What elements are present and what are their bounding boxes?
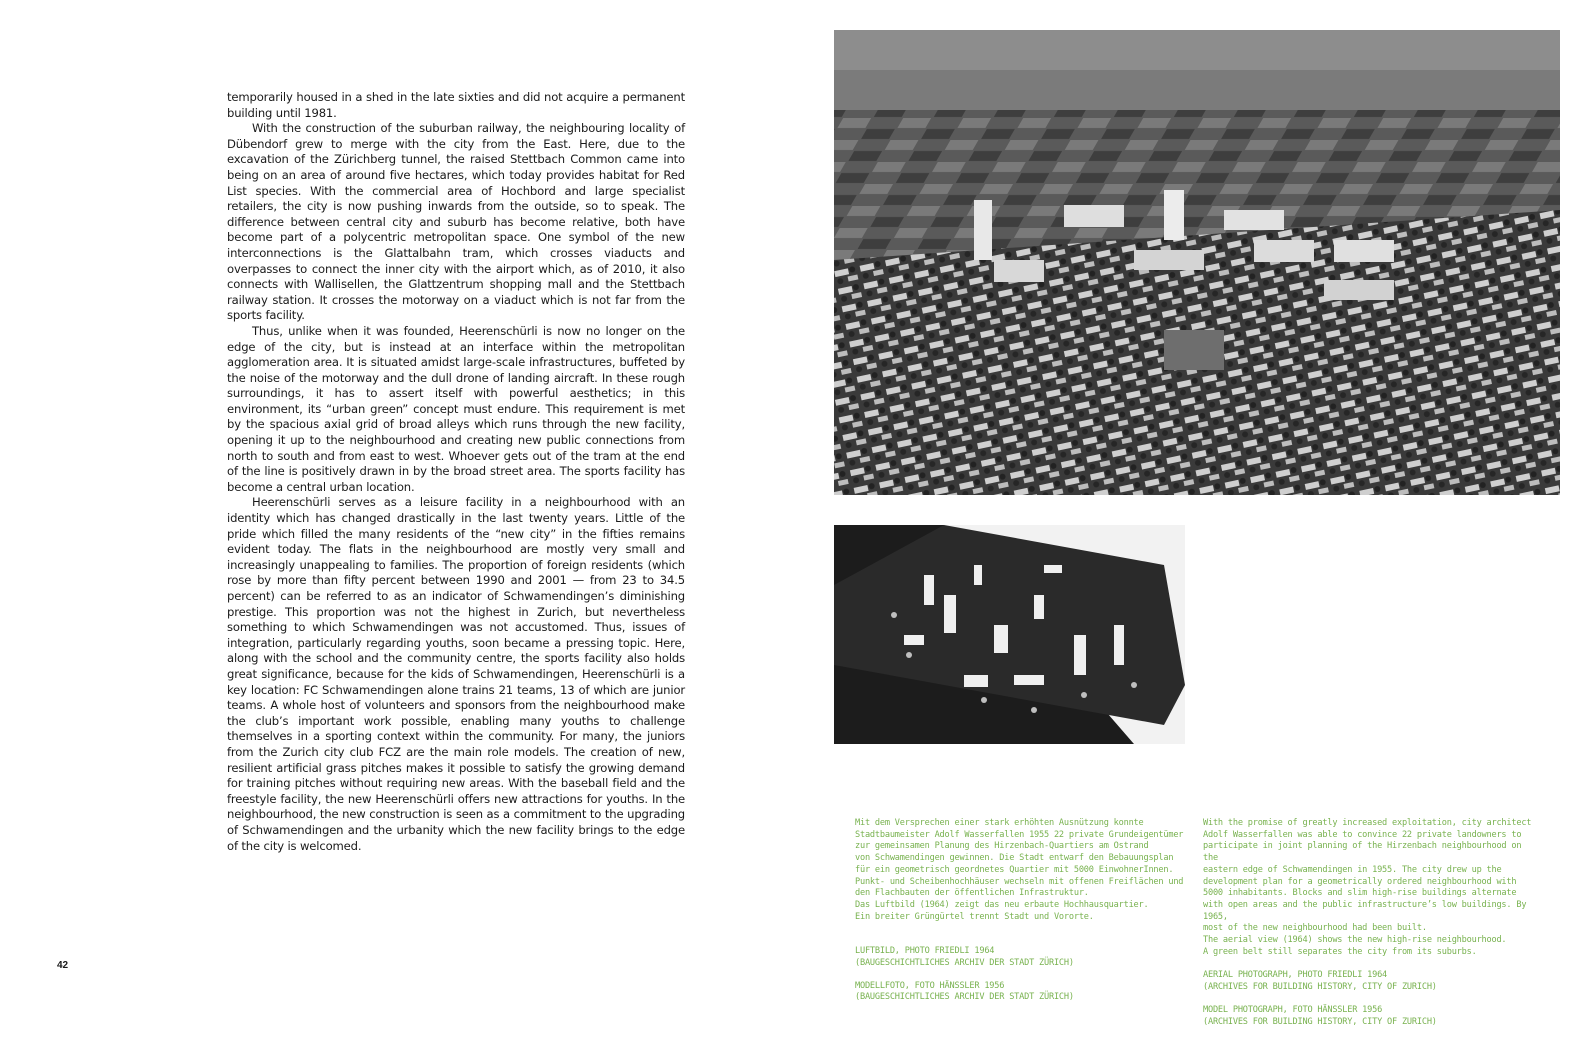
- caption-line: für ein geometrisch geordnetes Quartier mit 5000 EinwohnerInnen.: [855, 864, 1174, 875]
- credit-source: (BAUGESCHICHTLICHES ARCHIV DER STADT ZÜRICH): [855, 992, 1074, 1003]
- caption-line: With the promise of greatly increased exploitation, city architect: [1203, 818, 1532, 828]
- aerial-photo: [834, 30, 1560, 495]
- caption-line: A green belt still separates the city from its suburbs.: [1203, 946, 1477, 957]
- paragraph: temporarily housed in a shed in the late sixties and did not acquire a permanent building until 1981.: [227, 90, 685, 120]
- caption-line: zur gemeinsamen Planung des Hirzenbach-Quartiers am Ostrand: [855, 841, 1149, 852]
- paragraph: With the construction of the suburban railway, the neighbouring locality of Dübendorf grew to merge with the city from the East. Here, due to the excavation of the Zürichberg tunnel, the raised Stettbach Common came into being on an area of around five hectares, which today provides habitat for Red List species. With the commercial area of Hochbord and large specialist retailers, the city is now pushing inwards from the outside, so to speak. The difference between central city and suburb has become relative, both have become part of a polycentric metropolitan space. One symbol of the new interconnections is the Glattalbahn tram, which crosses viaducts and overpasses to connect the inner city with the airport which, as of 2010, it also connects with Wallisellen, the Glattzentrum shopping mall and the Stettbach railway station. It crosses the motorway on a viaduct which is not far from the sports facility.: [227, 121, 685, 323]
- caption-line: Das Luftbild (1964) zeigt das neu erbaute Hochhausquartier.: [855, 899, 1149, 910]
- photo-credits: [1203, 970, 1533, 1028]
- photo-credit: [1203, 1005, 1533, 1028]
- photo-credit: [855, 946, 1185, 969]
- caption-line: Mit dem Versprechen einer stark erhöhten Ausnützung konnte: [855, 818, 1144, 828]
- credit-source: (BAUGESCHICHTLICHES ARCHIV DER STADT ZÜRICH): [855, 958, 1074, 969]
- caption-line: eastern edge of Schwamendingen in 1955. The city drew up the: [1203, 864, 1502, 875]
- credit-title: LUFTBILD, PHOTO FRIEDLI 1964: [855, 946, 995, 957]
- caption-line: participate in joint planning of the Hirzenbach neighbourhood on the: [1203, 841, 1522, 864]
- caption-line: The aerial view (1964) shows the new high-rise neighbourhood.: [1203, 935, 1507, 946]
- caption-line: with open areas and the public infrastructure’s low buildings. By 1965,: [1203, 899, 1527, 922]
- caption-german: [855, 818, 1185, 1015]
- caption-line: development plan for a geometrically ordered neighbourhood with: [1203, 876, 1517, 887]
- photo-credit: [855, 981, 1185, 1004]
- caption-line: 5000 inhabitants. Blocks and slim high-rise buildings alternate: [1203, 888, 1517, 899]
- model-photo: [834, 525, 1185, 744]
- caption-line: Adolf Wasserfallen was able to convince 22 private landowners to: [1203, 829, 1522, 840]
- credit-source: (ARCHIVES FOR BUILDING HISTORY, CITY OF ZURICH): [1203, 982, 1437, 993]
- photo-credit: [1203, 970, 1533, 993]
- photo-credits: [855, 946, 1185, 1004]
- caption-line: Ein breiter Grüngürtel trennt Stadt und Vororte.: [855, 911, 1094, 922]
- page-number: 42: [57, 960, 69, 971]
- aerial-photo-image: [834, 30, 1560, 495]
- caption-line: most of the new neighbourhood had been built.: [1203, 923, 1427, 934]
- caption-line: den Flachbauten der öffentlichen Infrastruktur.: [855, 888, 1089, 899]
- caption-line: Stadtbaumeister Adolf Wasserfallen 1955 22 private Grundeigentümer: [855, 829, 1184, 840]
- paragraph: Thus, unlike when it was founded, Heerenschürli is now no longer on the edge of the city, but is instead at an interface within the metropolitan agglomeration area. It is situated amidst large-scale infrastructures, buffeted by the noise of the motorway and the dull drone of landing aircraft. In these rough surroundings, it has to assert itself with powerful aesthetics; in this environment, its “urban green” concept must endure. This requirement is met by the spacious axial grid of broad alleys which runs through the new facility, opening it up to the neighbourhood and creating new public connections from north to south and from east to west. Whoever gets out of the tram at the end of the line is positively drawn in by the broad street area. The sports facility has become a central urban location.: [227, 323, 685, 494]
- model-photo-image: [834, 525, 1185, 744]
- caption-english: [1203, 818, 1533, 1039]
- credit-title: AERIAL PHOTOGRAPH, PHOTO FRIEDLI 1964: [1203, 970, 1388, 981]
- caption-line: von Schwamendingen gewinnen. Die Stadt entwarf den Bebauungsplan: [855, 853, 1174, 864]
- credit-title: MODEL PHOTOGRAPH, FOTO HÄNSSLER 1956: [1203, 1004, 1383, 1015]
- credit-source: (ARCHIVES FOR BUILDING HISTORY, CITY OF ZURICH): [1203, 1016, 1437, 1027]
- paragraph: Heerenschürli serves as a leisure facility in a neighbourhood with an identity which has changed drastically in the last twenty years. Little of the pride which filled the many residents of the “new city” in the fifties remains evident today. The flats in the neighbourhood are mostly very small and increasingly unappealing to families. The proportion of foreign residents (which rose by more than fifty percent between 1990 and 2001 — from 23 to 34.5 percent) can be referred to as an indicator of Schwamendingen’s diminishing prestige. This proportion was not the highest in Zurich, but nevertheless something to which Schwamendingen was not accustomed. Thus, issues of integration, particularly regarding youths, soon became a pressing topic. Here, along with the school and the community centre, the sports facility also holds great significance, because for the kids of Schwamendingen, Heerenschürli is a key location: FC Schwamendingen alone trains 21 teams, 13 of which are junior teams. A whole host of volunteers and sponsors from the neighbourhood make the club’s important work possible, enabling many youths to challenge themselves in a sporting context within the community. For many, the juniors from the Zurich city club FCZ are the main role models. The creation of new, resilient artificial grass pitches makes it possible to satisfy the growing demand for training pitches without requiring new areas. With the baseball field and the freestyle facility, the new Heerenschürli offers new attractions for youths. In the neighbourhood, the new construction is seen as a commitment to the upgrading of Schwamendingen and the urbanity which the new facility brings to the edge of the city is welcomed.: [227, 495, 685, 853]
- body-text: [227, 90, 685, 854]
- caption-line: Punkt- und Scheibenhochhäuser wechseln mit offenen Freiflächen und: [855, 876, 1184, 887]
- credit-title: MODELLFOTO, FOTO HÄNSSLER 1956: [855, 980, 1005, 991]
